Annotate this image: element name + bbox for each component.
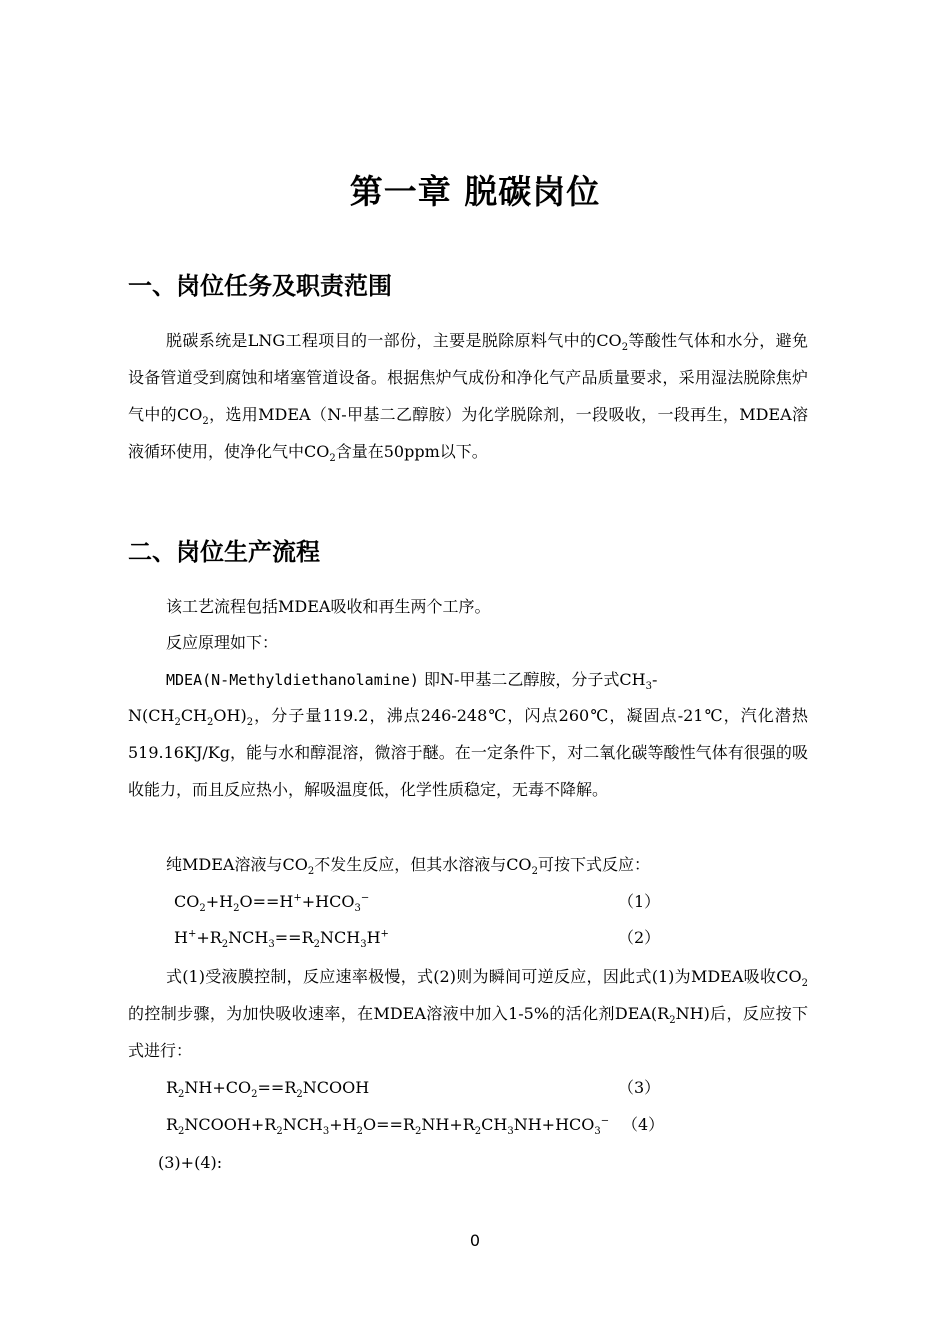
equation-4-number: （4） bbox=[622, 1115, 665, 1134]
mdea-properties-paragraph: $N(CH_2CH_2OH)_2$，分子量119.2，沸点246-248℃，闪点260℃，凝固点-21℃，汽化潜热519.16KJ/Kg，能与水和醇混溶，微溶于醚。在一定条件下，对二氧化碳等酸性气体有很强的吸收能力，而且反应热小，解吸温度低，化学性质稳定，无毒不降解。 bbox=[128, 706, 808, 799]
equation-3-number: （3） bbox=[618, 1078, 661, 1097]
mdea-line-1: MDEA(N-Methyldiethanolamine) 即N-甲基二乙醇胺，分子式$CH_3-$ bbox=[166, 670, 658, 693]
equation-1-number: （1） bbox=[618, 892, 661, 911]
reaction-intro: 纯MDEA溶液与$CO_2$不发生反应，但其水溶液与$CO_2$可按下式反应： bbox=[166, 855, 650, 878]
page-title: 第一章 脱碳岗位 bbox=[349, 172, 601, 211]
page-number: 0 bbox=[469, 1231, 481, 1250]
principle-intro: 反应原理如下： bbox=[166, 633, 279, 652]
equation-1: $CO_2+H_2O==H^++HCO_3^-$ bbox=[174, 892, 370, 915]
equation-4: $R_2NCOOH+R_2NCH_3+H_2O==R_2NH+R_2CH_3NH+HCO_3^-$ bbox=[166, 1115, 610, 1138]
equation-2: $H^++R_2NCH_3==R_2NCH_3H^+$ bbox=[174, 928, 389, 951]
section-heading-2: 二、岗位生产流程 bbox=[128, 538, 320, 566]
process-intro: 该工艺流程包括MDEA吸收和再生两个工序。 bbox=[166, 597, 491, 616]
equation-3: $R_2NH+CO_2==R_2NCOOH$ bbox=[166, 1078, 370, 1101]
combined-reaction-label: (3)+(4): bbox=[158, 1153, 223, 1172]
section1-paragraph: 脱碳系统是LNG工程项目的一部份，主要是脱除原料气中的$CO_2$等酸性气体和水分，避免设备管道受到腐蚀和堵塞管道设备。根据焦炉气成份和净化气产品质量要求，采用湿法脱除焦炉气中的$CO_2$，选用MDEA（N-甲基二乙醇胺）为化学脱除剂，一段吸收，一段再生，MDEA溶液循环使用，使净化气中$CO_2$含量在50ppm以下。 bbox=[128, 331, 808, 465]
equation-2-number: （2） bbox=[618, 928, 661, 947]
section-heading-1: 一、岗位任务及职责范围 bbox=[128, 272, 392, 300]
rate-control-paragraph: 式(1)受液膜控制，反应速率极慢，式(2)则为瞬间可逆反应，因此式(1)为MDEA吸收$CO_2$的控制步骤，为加快吸收速率，在MDEA溶液中加入1-5%的活化剂$DEA(R_2NH)$后，反应按下式进行： bbox=[128, 967, 808, 1060]
